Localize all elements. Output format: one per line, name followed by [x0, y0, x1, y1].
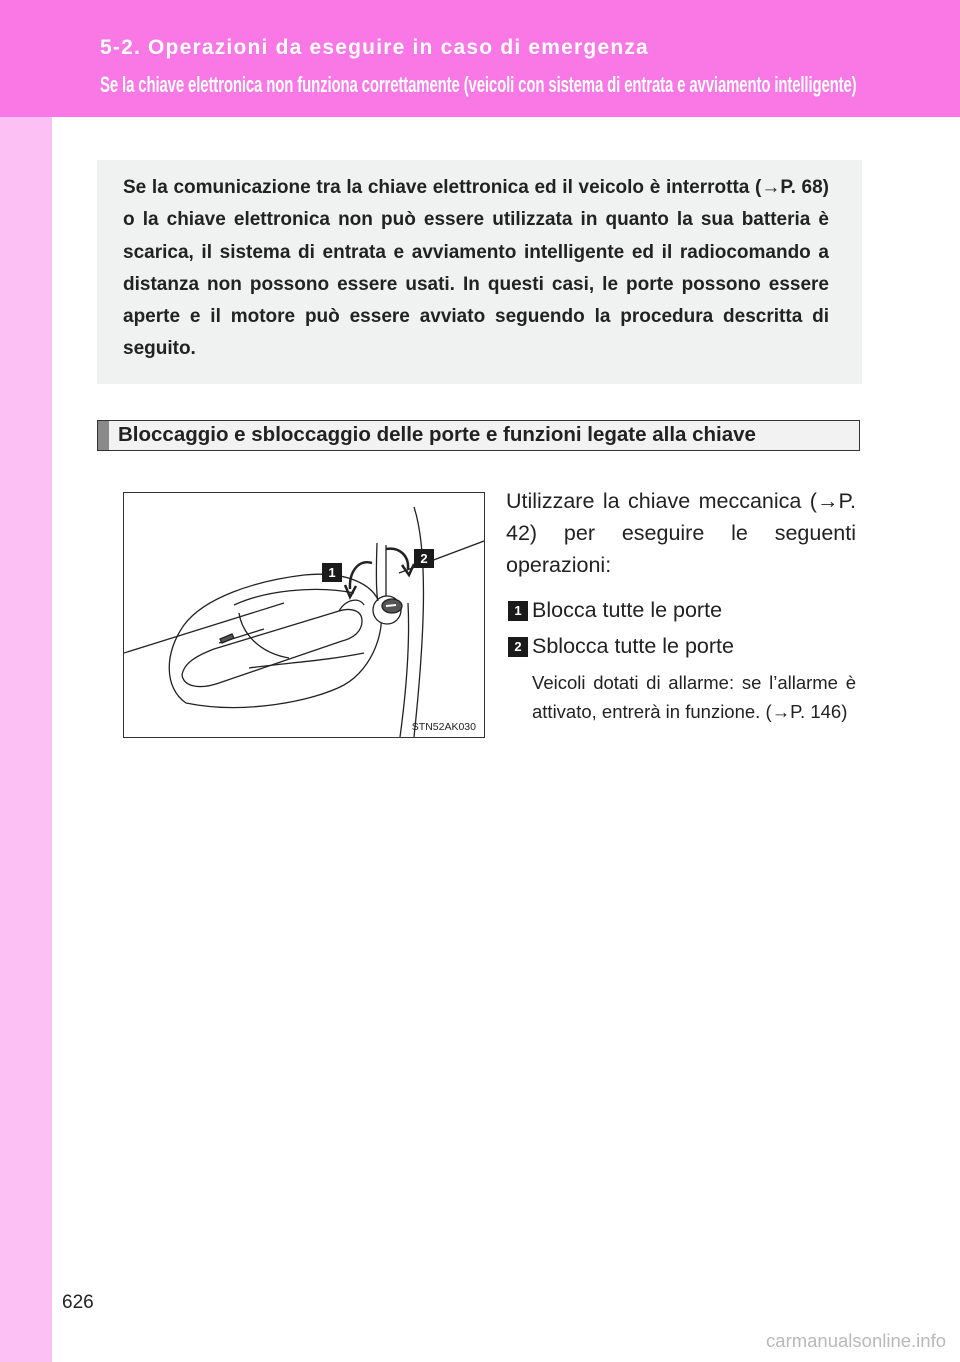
- side-color-strip: [0, 0, 52, 1362]
- section-heading: [97, 420, 860, 451]
- alarm-note: Veicoli dotati di allarme: se l’allarme è attivato, entrerà in funzione. (→P. 146): [532, 672, 856, 722]
- section-heading-label: Bloccaggio e sbloccaggio delle porte e funzioni legate alla chiave: [118, 423, 756, 446]
- callout-2: 2: [414, 549, 434, 568]
- page-number: 626: [62, 1292, 94, 1313]
- step-label: Blocca tutte le porte: [532, 598, 723, 622]
- watermark: carmanualsonline.info: [766, 1330, 946, 1351]
- intro-paragraph: Se la comunicazione tra la chiave elettronica ed il veicolo è interrotta (→P. 68) o la chiave elettronica non può essere utilizzata in quanto la sua batteria è scarica, il sistema di entrata e avviamento intelligente ed il radiocomando a distanza non possono essere usati. In questi casi, le porte possono essere aperte e il motore può essere avviato seguendo la procedura descritta di seguito.: [123, 177, 829, 360]
- instruction-paragraph: Utilizzare la chiave meccanica (→P. 42) per eseguire le seguenti operazioni:: [506, 489, 856, 577]
- step-lock: [508, 598, 722, 620]
- section-subtitle: Se la chiave elettronica non funziona correttamente (veicoli con sistema di entrata e avviamento intelligente): [100, 72, 857, 97]
- step-unlock: [508, 634, 734, 656]
- chapter-header: [0, 0, 960, 117]
- section-heading-marker: [98, 421, 109, 450]
- step-number: 1: [508, 601, 528, 621]
- callout-1: 1: [322, 563, 342, 582]
- step-label: Sblocca tutte le porte: [532, 634, 734, 658]
- chapter-title: 5-2. Operazioni da eseguire in caso di emergenza: [100, 36, 649, 59]
- step-number: 2: [508, 637, 528, 657]
- figure-code: STN52AK030: [411, 721, 476, 733]
- door-handle-drawing: [124, 493, 484, 737]
- door-handle-illustration: [123, 492, 485, 738]
